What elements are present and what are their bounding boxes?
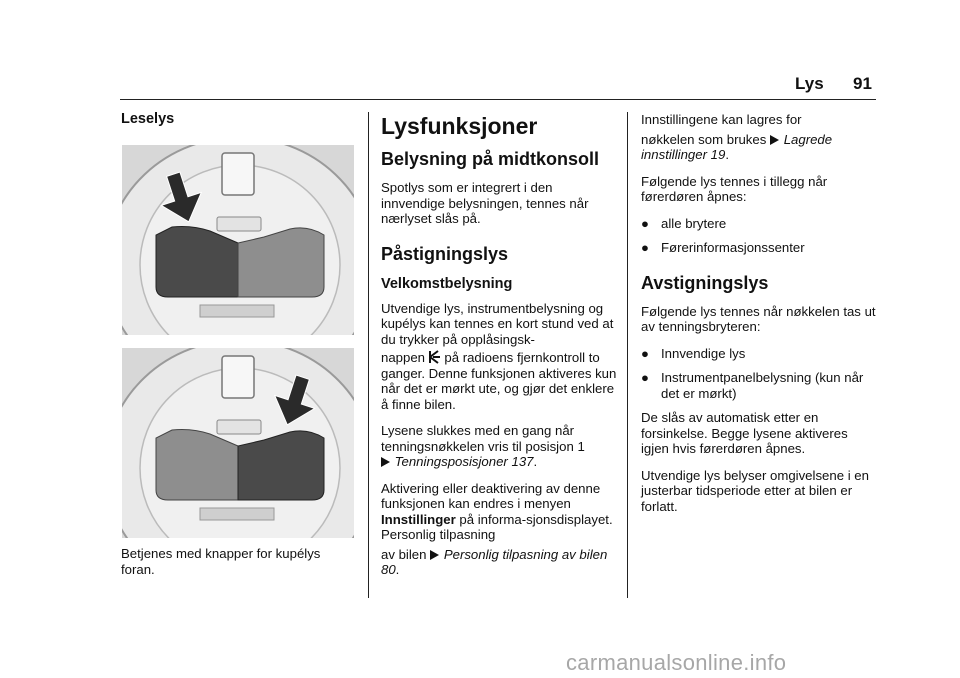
list-item <box>641 346 877 362</box>
console-lighting-heading: Belysning på midtkonsoll <box>381 149 600 169</box>
welcome-text-2-pre: nappen <box>381 350 426 365</box>
column-divider-left <box>368 112 369 598</box>
list-item <box>641 216 877 232</box>
ignition-page[interactable]: 137 <box>511 454 534 469</box>
personalization-pre: av bilen <box>381 546 427 562</box>
exit-lighting-heading: Avstigningslys <box>641 272 769 293</box>
watermark: carmanualsonline.info <box>566 650 787 675</box>
main-heading: Lysfunksjoner <box>381 113 538 139</box>
door-open-text: Følgende lys tennes i tillegg når førerdøren åpnes: <box>641 173 828 204</box>
list-item <box>641 240 877 256</box>
caption-text: Betjenes med knapper for kupélys foran. <box>121 546 321 577</box>
column-divider-right <box>627 112 628 598</box>
saved-settings-line1: Innstillingene kan lagres for <box>641 112 802 127</box>
lights-off-main: Lysene slukkes med en gang når tenningsnøkkelen vris til posisjon 1 <box>381 423 585 454</box>
activation-rest: på informa-sjonsdisplayet. Personlig tilpasning <box>381 511 613 542</box>
middle-column <box>381 112 617 589</box>
saved-settings-pre: nøkkelen som brukes <box>641 131 767 147</box>
list-item-text: alle brytere <box>661 215 727 231</box>
welcome-text-2-post: på radioens fjernkontroll to ganger. Denne funksjonen aktiveres kun når det er mørkt ute, og gjør det enklere å finne bilen. <box>381 350 617 412</box>
car-key-icon <box>429 350 441 364</box>
entry-lighting-heading: Påstigningslys <box>381 243 509 264</box>
list-item-text: Innvendige lys <box>661 345 746 361</box>
bullet-icon: ● <box>641 345 649 361</box>
welcome-lighting-heading: Velkomstbelysning <box>381 275 513 292</box>
reading-light-figure-left-arrow <box>122 145 354 335</box>
reading-light-figure-right-arrow <box>122 348 354 538</box>
bullet-icon: ● <box>641 215 649 231</box>
activation-text <box>381 481 617 543</box>
settings-menu-label: Innstillinger <box>381 511 456 527</box>
personalization-link[interactable]: Personlig tilpasning av bilen <box>443 546 608 562</box>
section-title: Lys <box>795 74 824 93</box>
header-rule <box>120 99 876 100</box>
console-lighting-text: Spotlys som er integrert i den innvendige belysningen, tennes når nærlyset slås på. <box>381 180 589 226</box>
bullet-icon: ● <box>641 370 649 385</box>
list-item-text: Instrumentpanelbelysning (kun når det er mørkt) <box>661 370 864 401</box>
list-item <box>641 370 877 401</box>
page-number: 91 <box>853 74 872 93</box>
console-illustration-2 <box>122 348 354 538</box>
page-ref-icon <box>381 457 390 467</box>
saved-settings-line2: nøkkelen som brukes Lagrede innstillinger 19. <box>641 131 833 162</box>
page-ref-icon <box>770 135 779 145</box>
console-illustration-1 <box>122 145 354 335</box>
figure-caption <box>121 546 353 588</box>
welcome-text-1: Utvendige lys, instrumentbelysning og kupélys kan tennes en kort stund ved at du trykker på opplåsingsk- <box>381 300 614 347</box>
list-item-text: Førerinformasjonssenter <box>661 240 805 255</box>
personalization-page[interactable]: 80 <box>381 562 396 577</box>
saved-settings-page[interactable]: 19 <box>710 147 726 162</box>
ignition-link[interactable]: Tenningsposisjoner <box>394 454 508 469</box>
lights-off-text: Lysene slukkes med en gang når tenningsnøkkelen vris til posisjon 1 Tenningsposisjoner 137. <box>381 423 585 469</box>
exit-lighting-text: Følgende lys tennes når nøkkelen tas ut av tenningsbryteren: <box>641 303 876 334</box>
welcome-text-2 <box>381 350 617 412</box>
saved-settings-link[interactable]: Lagrede innstillinger <box>641 131 833 162</box>
personalization-ref: av bilen Personlig tilpasning av bilen 80. <box>381 546 608 577</box>
reading-lights-heading: Leselys <box>121 111 175 127</box>
exterior-lights-text: Utvendige lys belyser omgivelsene i en justerbar tidsperiode etter at bilen er forlatt. <box>641 467 869 514</box>
bullet-icon: ● <box>641 240 649 255</box>
right-column <box>641 112 877 525</box>
activation-main: Aktivering eller deaktivering av denne funksjonen kan endres i menyen <box>381 480 601 511</box>
auto-off-text: De slås av automatisk etter en forsinkelse. Begge lysene aktiveres igjen hvis førerdøren åpnes. <box>641 410 848 456</box>
page-ref-icon <box>430 550 439 560</box>
